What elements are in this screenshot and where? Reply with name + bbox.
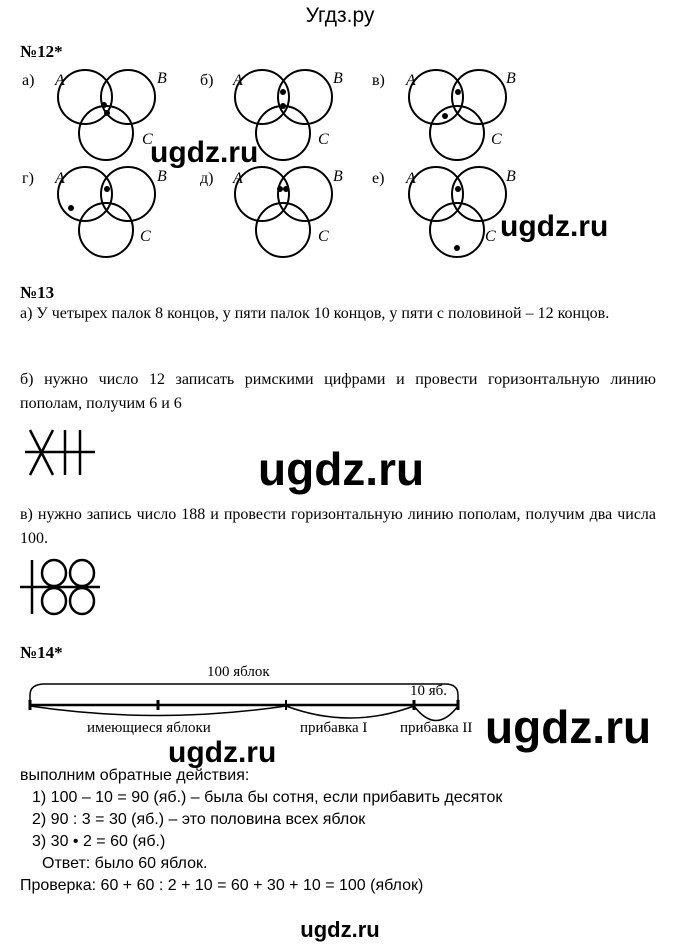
task14-step-1: 1) 100 – 10 = 90 (яб.) – была бы сотня, если прибавить десяток	[32, 789, 503, 806]
task14-step-3: 3) 30 • 2 = 60 (яб.)	[32, 833, 166, 850]
number-188-drawing	[20, 557, 110, 617]
venn-a	[58, 70, 155, 160]
watermark: ugdz.ru	[150, 136, 259, 169]
watermark: ugdz.ru	[258, 443, 425, 495]
small-part-label: 10 яб.	[410, 683, 448, 699]
segment-label-1: имеющиеся яблоки	[87, 720, 211, 736]
footer-watermark: ugdz.ru	[300, 917, 380, 942]
task13-c: в) нужно запись число 188 и провести горизонтальную линию пополам, получим два числа 100.	[20, 506, 656, 547]
venn-label-e: е)	[372, 170, 385, 187]
task12-number: №12*	[20, 42, 63, 61]
watermark: ugdz.ru	[500, 210, 609, 243]
total-label: 100 яблок	[207, 664, 270, 680]
venn-label-v: в)	[372, 72, 385, 89]
task14-intro: выполним обратные действия:	[20, 767, 250, 784]
venn-label-g: г)	[22, 170, 34, 187]
page-title: Угдз.ру	[305, 4, 375, 27]
page: Угдз.ру №12* а) б) в) г) д) е) A B C A B C A B C A B C A B C A B C ugdz.ru ugdz.ru №13 а) У четырех палок 8 концов, у пяти палок 10 концов, у пяти с половиной – 12 концов. б) нужно число 12 записать римскими цифрами и провести горизонтальную линию пополам, получим 6 и 6 ugdz.ru в) нужно запись число 188 и провести горизонтальную линию пополам, получим два числа 100. №14* 100 яблок 10 яб. имеющиеся яблоки прибавка I прибавка II ugdz.ru ugdz.ru выполним обратные действия: 1) 100 – 10 = 90 (яб.) – была бы сотня, если прибавить десяток 2) 90 : 3 = 30 (яб.) – это половина всех яблок 3) 30 • 2 = 60 (яб.) Ответ: было 60 яблок. Проверка: 60 + 60 : 2 + 10 = 60 + 30 + 10 = 100 (яблок) ugdz.ru	[0, 0, 680, 949]
task14-answer: Ответ: было 60 яблок.	[42, 855, 208, 872]
task14-step-2: 2) 90 : 3 = 30 (яб.) – это половина всех яблок	[32, 811, 366, 828]
watermark: ugdz.ru	[485, 701, 652, 753]
roman-twelve-drawing	[25, 425, 105, 480]
task13-b: б) нужно число 12 записать римскими цифрами и провести горизонтальную линию пополам, получим 6 и 6	[20, 371, 656, 412]
task14-check: Проверка: 60 + 60 : 2 + 10 = 60 + 30 + 10 = 100 (яблок)	[20, 877, 424, 894]
watermark: ugdz.ru	[168, 736, 277, 769]
task13-a: а) У четырех палок 8 концов, у пяти палок 10 концов, у пяти с половиной – 12 концов.	[20, 305, 610, 322]
task14-number: №14*	[20, 643, 63, 662]
task13-number: №13	[20, 283, 55, 302]
venn-label-d: д)	[200, 170, 214, 187]
venn-label-a: а)	[22, 72, 35, 89]
segment-label-2: прибавка I	[300, 720, 368, 736]
segment-label-3: прибавка II	[400, 720, 473, 736]
venn-label-b: б)	[200, 72, 214, 89]
